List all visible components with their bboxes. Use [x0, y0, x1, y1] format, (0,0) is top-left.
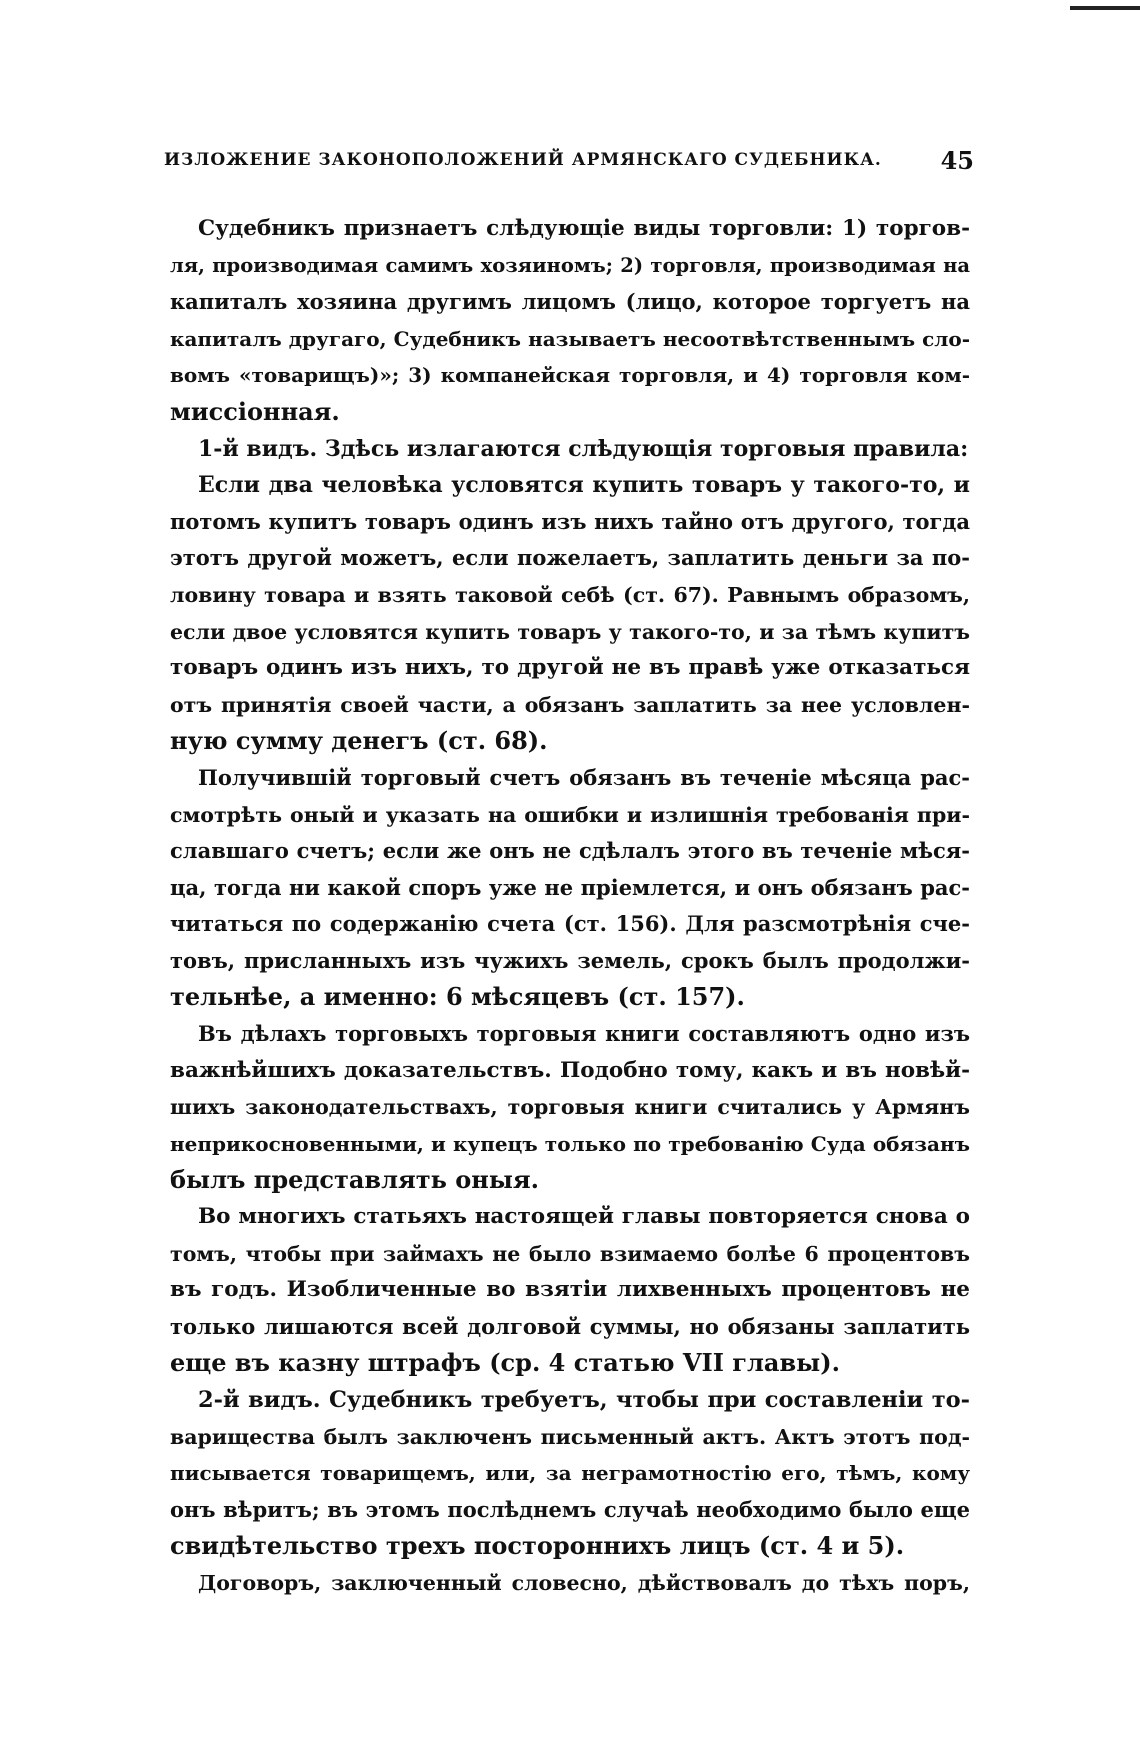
text-line: важнѣйшихъ доказательствъ. Подобно тому, какъ и въ новѣй-	[170, 1057, 970, 1083]
text-line: читаться по содержанію счета (ст. 156). Для разсмотрѣнія сче-	[170, 911, 970, 937]
text-line: 2-й видъ. Судебникъ требуетъ, чтобы при составленіи то-	[198, 1387, 970, 1413]
text-line: неприкосновенными, и купецъ только по требованію Суда обязанъ	[170, 1131, 970, 1156]
body-text	[170, 211, 970, 1602]
text-line: томъ, чтобы при займахъ не было взимаемо болѣе 6 процентовъ	[170, 1241, 970, 1266]
text-line: въ годъ. Изобличенные во взятіи лихвенныхъ процентовъ не	[170, 1277, 970, 1303]
text-line: варищества былъ заключенъ письменный актъ. Актъ этотъ под-	[170, 1424, 970, 1449]
text-line: только лишаются всей долговой суммы, но обязаны заплатить	[170, 1313, 970, 1339]
text-line: миссіонная.	[170, 396, 340, 426]
text-line: ля, производимая самимъ хозяиномъ; 2) торговля, производимая на	[170, 253, 970, 277]
text-line: Судебникъ признаетъ слѣдующіе виды торговли: 1) торгов-	[198, 216, 970, 241]
text-line: шихъ законодательствахъ, торговыя книги считались у Армянъ	[170, 1095, 970, 1120]
text-line: писывается товарищемъ, или, за неграмотностію его, тѣмъ, кому	[170, 1461, 970, 1486]
text-line: 1-й видъ. Здѣсь излагаются слѣдующія торговыя правила:	[198, 435, 969, 462]
scan-edge-mark	[1070, 6, 1140, 10]
text-line: вомъ «товарищъ)»; 3) компанейская торговля, и 4) торговля ком-	[170, 363, 970, 388]
text-line: Въ дѣлахъ торговыхъ торговыя книги составляютъ одно изъ	[198, 1021, 970, 1047]
text-line: онъ вѣритъ; въ этомъ послѣднемъ случаѣ необходимо было еще	[170, 1496, 970, 1522]
text-line: свидѣтельство трехъ постороннихъ лицъ (ст. 4 и 5).	[170, 1531, 905, 1561]
text-line: смотрѣть оный и указать на ошибки и излишнія требованія при-	[170, 802, 970, 827]
text-line: ца, тогда ни какой споръ уже не пріемлется, и онъ обязанъ рас-	[170, 874, 970, 900]
page-number: 45	[940, 146, 974, 175]
text-line: Получившій торговый счетъ обязанъ въ теченіе мѣсяца рас-	[198, 764, 970, 790]
text-line: ловину товара и взять таковой себѣ (ст. 67). Равнымъ образомъ,	[170, 582, 970, 607]
text-line: потомъ купитъ товаръ одинъ изъ нихъ тайно отъ другого, тогда	[170, 508, 970, 534]
text-line: Во многихъ статьяхъ настоящей главы повторяется снова о	[198, 1204, 970, 1230]
text-line: если двое условятся купить товаръ у такого-то, и за тѣмъ купитъ	[170, 619, 970, 644]
text-line: отъ принятія своей части, а обязанъ заплатить за нее условлен-	[170, 692, 970, 717]
text-line: тельнѣе, а именно: 6 мѣсяцевъ (ст. 157).	[170, 982, 745, 1012]
text-line: Договоръ, заключенный словесно, дѣйствовалъ до тѣхъ поръ,	[198, 1570, 970, 1595]
text-line: товаръ одинъ изъ нихъ, то другой не въ правѣ уже отказаться	[170, 655, 970, 681]
text-line: товъ, присланныхъ изъ чужихъ земель, срокъ былъ продолжи-	[170, 947, 970, 973]
text-line: еще въ казну штрафъ (ср. 4 статью VII главы).	[170, 1348, 840, 1378]
text-line: Если два человѣка условятся купить товаръ у такого-то, и	[198, 472, 970, 499]
text-line: ную сумму денегъ (ст. 68).	[170, 726, 548, 756]
text-line: этотъ другой можетъ, если пожелаетъ, заплатить деньги за по-	[170, 545, 970, 571]
text-line: капиталъ хозяина другимъ лицомъ (лицо, которое торгуетъ на	[170, 289, 970, 315]
running-title: ИЗЛОЖЕНИЕ ЗАКОНОПОЛОЖЕНИЙ АРМЯНСКАГО СУДЕБНИКА.	[164, 150, 882, 170]
text-line: славшаго счетъ; если же онъ не сдѣлалъ этого въ теченіе мѣся-	[170, 838, 970, 864]
page-header	[164, 146, 974, 180]
text-line: былъ представлять оныя.	[170, 1165, 539, 1195]
text-line: капиталъ другаго, Судебникъ называетъ несоотвѣтственнымъ сло-	[170, 326, 970, 351]
